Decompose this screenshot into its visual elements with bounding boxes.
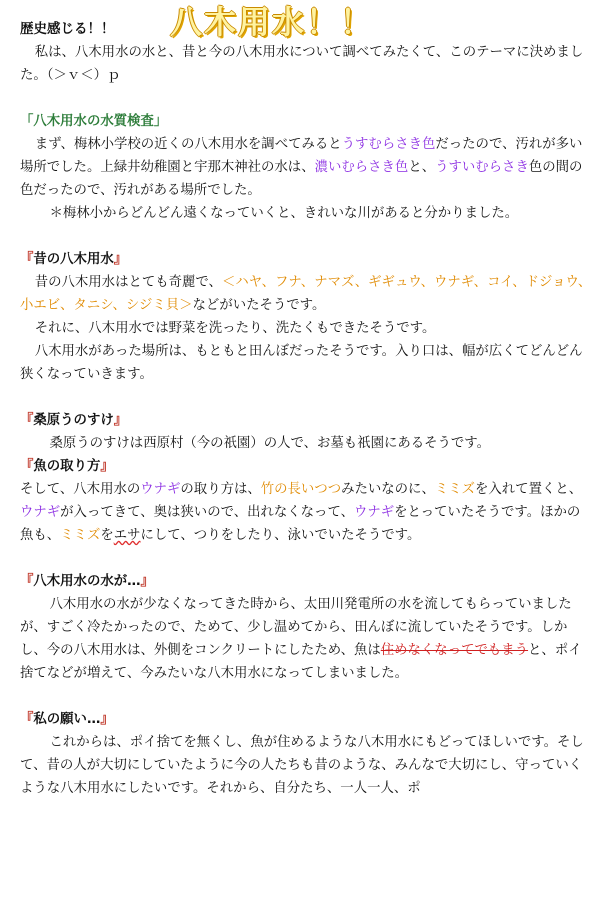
intro-heading: 歴史感じる！！ — [20, 21, 115, 37]
paragraph: 昔の八木用水はとても奇麗で、＜ハヤ、フナ、ナマズ、ギギュウ、ウナギ、コイ、ドジョウ、小エビ、タニシ、シジミ貝＞などがいたそうです。 — [20, 275, 592, 313]
paragraph: 八木用水の水が少なくなってきた時から、太田川発電所の水を流してもらっていましたが、すごく冷たかったので、ためて、少し温めてから、田んぼに流していたそうです。しかし、今の八木用水は、外側をコンクリートにしたため、魚は住めなくなってでもまうと、ポイ捨てなどが増えて、今みたいな八木用水になってしまいました。 — [20, 597, 582, 681]
section-heading: 『八木用水の水が…』 — [20, 574, 154, 589]
kuwabara-section — [20, 409, 592, 455]
paragraph: まず、梅林小学校の近くの八木用水を調べてみるとうすむらさき色だったので、汚れが多い場所でした。上緑井幼稚園と宇那木神社の水は、濃いむらさき色と、うすいむらさき色の間の色だったので、汚れがある場所でした。 — [20, 137, 583, 198]
paragraph: 桑原うのすけは西原村（今の祇園）の人で、お墓も祇園にあるそうです。 — [49, 436, 491, 451]
section-heading: 『魚の取り方』 — [20, 459, 114, 474]
intro-text: 私は、八木用水の水と、昔と今の八木用水について調べてみたくて、このテーマに決めました。（＞ｖ＜）ｐ — [20, 45, 584, 83]
note-paragraph: ＊梅林小からどんどん遠くなっていくと、きれいな川があると分かりました。 — [49, 206, 519, 221]
section-heading: 「八木用水の水質検査」 — [20, 114, 168, 129]
title-banner: 八木用水！！ — [170, 3, 375, 41]
document-body — [20, 18, 592, 800]
water-quality-section — [20, 110, 592, 225]
section-heading: 『桑原うのすけ』 — [20, 413, 128, 428]
old-yagi-section — [20, 248, 592, 386]
fishing-section — [20, 455, 592, 547]
intro-section — [20, 18, 592, 87]
section-heading: 『昔の八木用水』 — [20, 252, 128, 267]
paragraph: それに、八木用水では野菜を洗ったり、洗たくもできたそうです。 — [34, 321, 436, 336]
wish-section — [20, 708, 592, 800]
section-heading: 『私の願い…』 — [20, 712, 114, 727]
water-now-section — [20, 570, 592, 685]
paragraph: そして、八木用水のウナギの取り方は、竹の長いつつみたいなのに、ミミズを入れて置くと、ウナギが入ってきて、奥は狭いので、出れなくなって、ウナギをとっていたそうです。ほかの魚も、ミミズをエサにして、つりをしたり、泳いでいたそうです。 — [20, 482, 583, 543]
paragraph: これからは、ポイ捨てを無くし、魚が住めるような八木用水にもどってほしいです。そして、昔の人が大切にしていたように今の人たちも昔のような、みんなで大切にし、守っていくような八木用水にしたいです。それから、自分たち、一人一人、ポ — [20, 735, 584, 796]
paragraph: 八木用水があった場所は、もともと田んぼだったそうです。入り口は、幅が広くてどんどん狭くなっていきます。 — [20, 344, 583, 382]
